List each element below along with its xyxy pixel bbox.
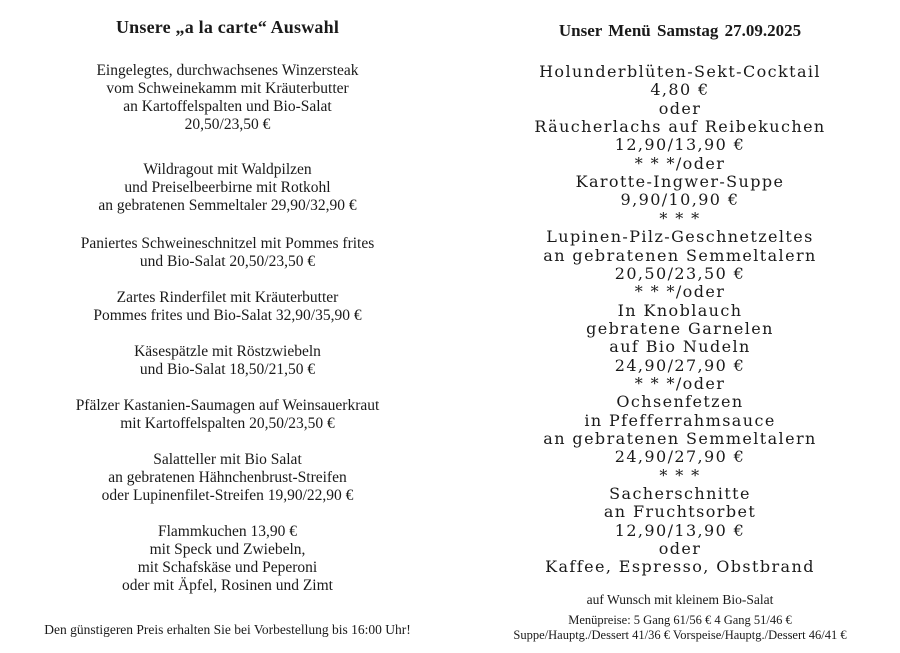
dish-line: Paniertes Schweineschnitzel mit Pommes frites [80,235,375,252]
dish-kaesespaetzle [0,343,455,379]
dish-salatteller [0,451,455,505]
preorder-note: Den günstigeren Preis erhalten Sie bei Vorbestellung bis 16:00 Uhr! [44,622,411,637]
menu-line: In Knoblauch [617,300,743,320]
dish-wildragout [0,161,455,215]
menu-line: * * */oder [634,282,726,302]
menu-price-line: Suppe/Hauptg./Dessert 41/36 € Vorspeise/Hauptg./Dessert 46/41 € [513,628,847,642]
menu-line: an gebratenen Semmeltalern [543,429,817,448]
dish-line: Eingelegtes, durchwachsenes Winzersteak [96,62,359,79]
dish-line: oder mit Äpfel, Rosinen und Zimt [122,577,333,594]
dish-line: und Bio-Salat 18,50/21,50 € [139,361,316,378]
menu-line: 4,80 € [650,80,710,100]
salad-note: auf Wunsch mit kleinem Bio-Salat [586,592,774,607]
dish-line: an gebratenen Semmeltaler 29,90/32,90 € [98,197,357,214]
menu-line: * * * [659,208,701,228]
menu-line: Karotte-Ingwer-Suppe [575,172,785,192]
menu-line: an Fruchtsorbet [603,502,757,522]
dish-price: 20,50/23,50 € [184,116,271,133]
menu-line: 24,90/27,90 € [614,447,746,467]
menu-line: 24,90/27,90 € [614,355,746,375]
a-la-carte-title: Unsere „a la carte“ Auswahl [115,17,340,37]
menu-line: an gebratenen Semmeltalern [543,245,817,265]
dish-line: und Preiselbeerbirne mit Rotkohl [124,179,331,196]
dish-line: Flammkuchen 13,90 € [157,523,298,540]
menu-line: * * * [659,465,701,485]
menu-line: gebratene Garnelen [586,318,774,338]
menu-line: oder [658,98,702,118]
menu-line: Ochsenfetzen [616,392,744,412]
menu-line: 9,90/10,90 € [620,190,740,210]
dish-schweineschnitzel [0,235,455,271]
menu-line: oder [658,539,702,559]
menu-price-line: Menüpreise: 5 Gang 61/56 € 4 Gang 51/46 € [568,613,792,627]
dish-line: Pommes frites und Bio-Salat 32,90/35,90 € [93,307,362,324]
dish-winzersteak [0,62,455,134]
menu-line: Sacherschnitte [609,484,751,504]
menu-line: Räucherlachs auf Reibekuchen [534,117,826,137]
dish-line: oder Lupinenfilet-Streifen 19,90/22,90 € [101,487,354,504]
dish-flammkuchen [0,523,455,595]
menu-line: in Pfefferrahmsauce [584,410,776,430]
dish-line: Wildragout mit Waldpilzen [143,161,312,178]
menu-line: Lupinen-Pilz-Geschnetzeltes [546,227,814,247]
dish-line: Käsespätzle mit Röstzwiebeln [134,343,321,360]
dish-line: an Kartoffelspalten und Bio-Salat [123,98,332,115]
menu-line: Kaffee, Espresso, Obstbrand [545,557,815,577]
dish-line: Salatteller mit Bio Salat [153,451,302,468]
dish-line: mit Kartoffelspalten 20,50/23,50 € [120,415,335,432]
menu-line: Holunderblüten-Sekt-Cocktail [539,62,821,81]
menu-line: * * */oder [634,153,726,173]
menu-line: 20,50/23,50 € [614,263,746,283]
dish-line: Pfälzer Kastanien-Saumagen auf Weinsauerkraut [75,397,380,414]
menu-line: * * */oder [634,373,726,393]
menu-prices [460,613,900,643]
menu-line: auf Bio Nudeln [609,337,751,357]
dish-line: vom Schweinekamm mit Kräuterbutter [106,80,349,97]
dish-rinderfilet [0,289,455,325]
menu-line: 12,90/13,90 € [614,520,746,540]
menu-line: 12,90/13,90 € [614,135,746,155]
dish-line: an gebratenen Hähnchenbrust-Streifen [108,469,347,486]
daily-menu-title: Unser Menü Samstag 27.09.2025 [558,21,802,40]
dish-line: mit Speck und Zwiebeln, [149,541,306,558]
dish-saumagen [0,397,455,433]
dish-line: und Bio-Salat 20,50/23,50 € [139,253,316,270]
dish-line: mit Schafskäse und Peperoni [137,559,318,576]
dish-line: Zartes Rinderfilet mit Kräuterbutter [116,289,339,306]
